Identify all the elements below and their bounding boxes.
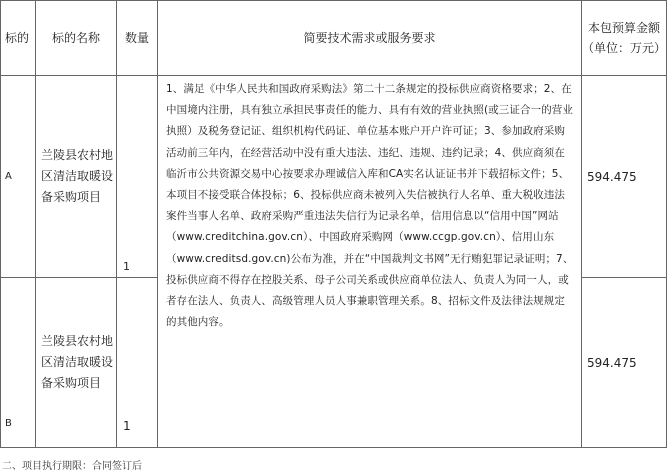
row-name-b: 兰陵县农村地区清洁取暖设备采购项目: [36, 278, 117, 448]
row-name-a: 兰陵县农村地区清洁取暖设备采购项目: [36, 76, 117, 278]
row-budget-a: 594.475: [582, 76, 667, 278]
header-budget-cell: 本包预算金额（单位：万元）: [582, 1, 667, 76]
header-qty-cell: 数量: [117, 1, 158, 76]
header-requirements-cell: 简要技术需求或服务要求: [158, 1, 582, 76]
requirements-text: 1、满足《中华人民共和国政府采购法》第二十二条规定的投标供应商资格要求；2、在中国境内注册，具有独立承担民事责任的能力、具有有效的营业执照(或三证合一的营业执照）及税务登记证、组织机构代码证、单位基本账户开户许可证；3、参加政府采购活动前三年内，在经营活动中没有重大违法、违纪、违规、违约记录；4、供应商须在临沂市公共资源交易中心按要求办理诚信入库和CA实名认证证书并下载招标文件；5、本项目不接受联合体投标；6、投标供应商未被列入失信被执行人名单、重大税收违法案件当事人名单、政府采购严重违法失信行为记录名单，信用信息以“信用中国”网站（www.creditchina.gov.cn）、中国政府采购网（www.ccgp.gov.cn）、信用山东（www.creditsd.gov.cn)公布为准，并在“中国裁判文书网”无行贿犯罪记录证明；7、投标供应商不得存在控股关系、母子公司关系或供应商单位法人、负责人为同一人，或者存在法人、负责人、高级管理人员人事兼职管理关系。8、招标文件及法律法规规定的其他内容。: [158, 76, 582, 448]
header-label-cell: 标的: [1, 1, 36, 76]
table-row-a: [1, 76, 667, 278]
row-qty-b: 1: [117, 278, 158, 448]
row-label-b: B: [1, 278, 36, 448]
row-qty-a: 1: [117, 76, 158, 278]
header-row: [1, 1, 667, 76]
footer-note: 二、项目执行期限：合同签订后: [2, 461, 142, 472]
row-budget-b: 594.475: [582, 278, 667, 448]
row-label-a: A: [1, 76, 36, 278]
header-name-cell: 标的名称: [36, 1, 117, 76]
